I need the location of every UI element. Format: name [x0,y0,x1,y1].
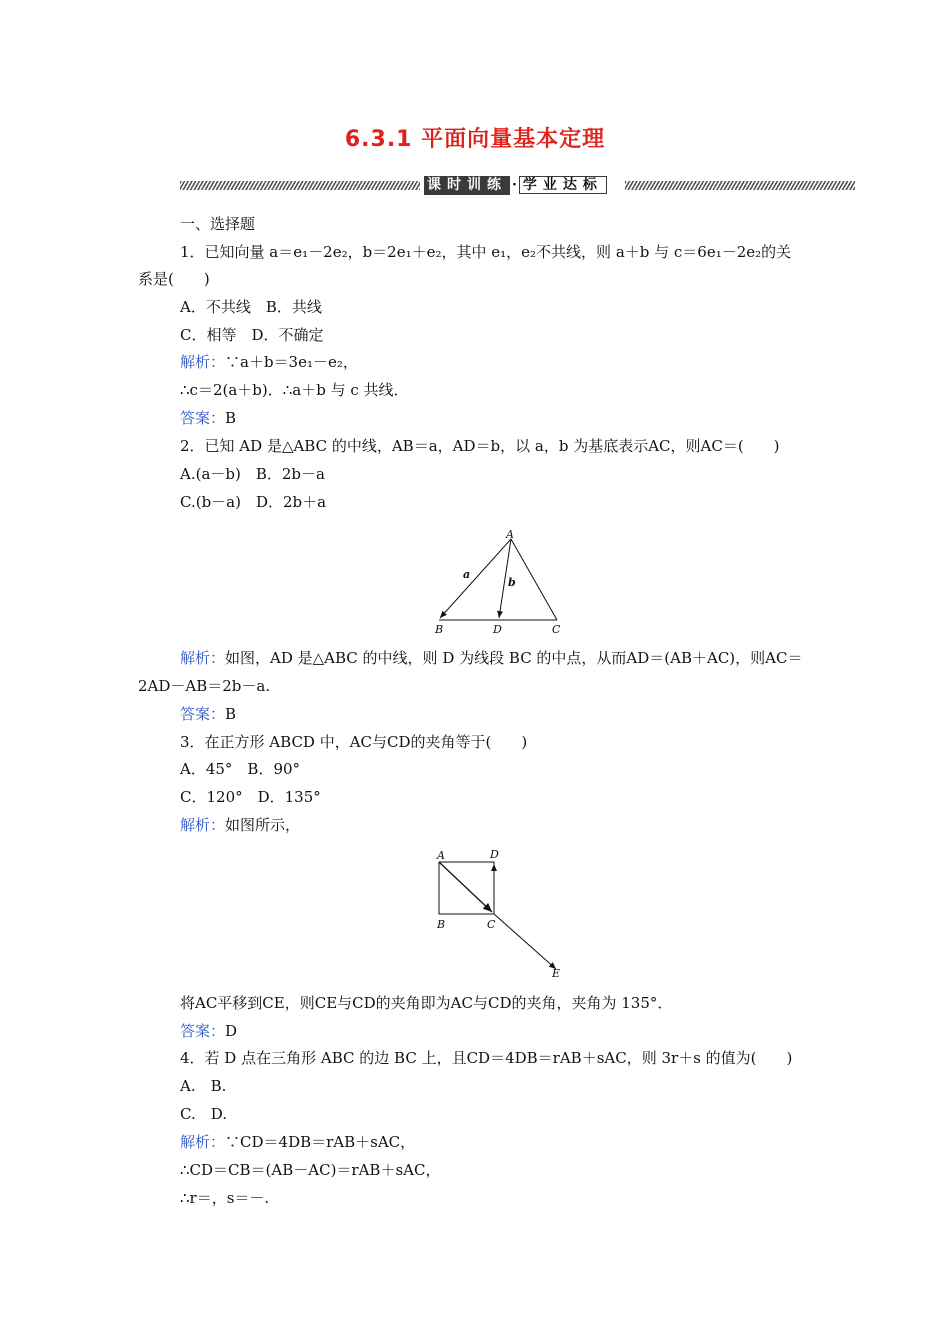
q4-analysis [180,1132,415,1152]
q1-analysis-text: ∵a＋b＝3e₁－e₂， [225,353,358,371]
label-vector-a: a [463,568,471,581]
section-heading: 一、选择题 [180,215,256,233]
q2-options-ab: A.(a－b) B．2b－a [180,465,325,483]
q3-options-ab: A．45° B．90° [180,760,301,778]
label-vector-b: b [508,576,516,589]
label-e-vertex: E [552,967,561,980]
analysis-label: 解析： [180,649,226,667]
label-c-vertex: C [487,918,496,931]
q2-options-cd: C.(b－a) D．2b＋a [180,493,327,511]
label-d-vertex: D [490,848,499,861]
q3-stem: 3．在正方形 ABCD 中，AC与CD的夹角等于( ) [180,733,528,751]
answer-label: 答案： [180,705,226,723]
q2-analysis-cont: 2AD－AB＝2b－a. [138,677,271,695]
label-b-vertex: B [437,918,446,931]
triangle-figure [425,524,575,640]
banner-tag-standard: 学业达标 [519,176,607,194]
q1-stem-cont: 系是( ) [138,270,210,288]
answer-label: 答案： [180,409,226,427]
q1-analysis [180,352,358,372]
q4-analysis-text: ∵CD＝4DB＝rAB＋sAC， [225,1133,416,1151]
q2-stem: 2．已知 AD 是△ABC 的中线，AB＝a，AD＝b，以 a，b 为基底表示AC，则AC＝( ) [180,437,780,455]
label-a-vertex: A [437,849,445,862]
q3-answer-value: D [225,1022,238,1040]
q3-analysis [180,815,300,835]
segment-ac [511,539,557,620]
q1-options-cd: C．相等 D．不确定 [180,326,324,344]
q4-options-cd: C. D. [180,1105,227,1123]
banner-dot: · [512,177,517,193]
q3-analysis-text: 如图所示， [225,816,301,834]
analysis-label: 解析： [180,816,226,834]
q3-options-cd: C．120° D．135° [180,788,321,806]
label-d-vertex: D [493,623,502,636]
square-figure [430,846,570,982]
q1-answer [180,408,236,428]
page-title: 6.3.1 平面向量基本定理 [344,127,606,152]
q3-analysis-cont: 将AC平移到CE，则CE与CD的夹角即为AC与CD的夹角，夹角为 135°． [180,994,673,1012]
q1-options-ab: A．不共线 B．共线 [180,298,322,316]
q3-answer [180,1021,237,1041]
banner-tag-lesson: 课时训练 [424,176,510,195]
q4-options-ab: A. B. [180,1077,227,1095]
q1-answer-value: B [225,409,237,427]
banner-hatch-right [625,181,855,190]
q2-answer-value: B [225,705,237,723]
vector-ce-arrow [494,914,556,969]
analysis-label: 解析： [180,1133,226,1151]
label-b-vertex: B [435,623,444,636]
section-banner [180,174,855,196]
q4-analysis-line3: ∴r＝，s＝－. [180,1189,270,1207]
q1-analysis-cont: ∴c＝2(a＋b)．∴a＋b 与 c 共线． [180,381,409,399]
q1-stem: 1．已知向量 a＝e₁－2e₂，b＝2e₁＋e₂，其中 e₁，e₂不共线，则 a＋b 与 c＝6e₁－2e₂的关 [180,243,792,261]
analysis-label: 解析： [180,353,226,371]
label-c-vertex: C [552,623,561,636]
vector-ac-arrow [439,862,492,912]
q2-analysis-text: 如图，AD 是△ABC 的中线，则 D 为线段 BC 的中点，从而AD＝(AB＋AC)，则AC＝ [225,649,803,667]
q2-answer [180,704,236,724]
banner-label [424,175,607,195]
q4-analysis-line2: ∴CD＝CB＝(AB－AC)＝rAB＋sAC， [180,1161,441,1179]
banner-hatch-left [180,181,420,190]
label-a-vertex: A [506,528,514,541]
q4-stem: 4．若 D 点在三角形 ABC 的边 BC 上，且CD＝4DB＝rAB＋sAC，则 3r＋s 的值为( ) [180,1049,793,1067]
answer-label: 答案： [180,1022,226,1040]
q2-analysis [180,648,802,668]
